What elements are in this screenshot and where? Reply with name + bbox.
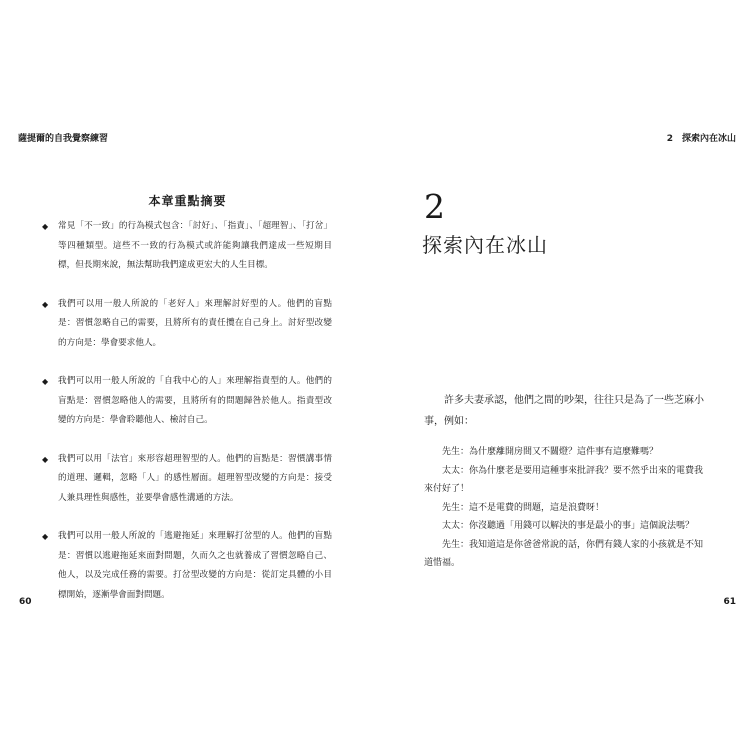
right-page	[375, 0, 750, 750]
list-item: ◆ 我們可以用一般人所說的「逃避拖延」來理解打岔型的人。他們的盲點是：習慣以逃避拖延來面對問題，久而久之也就養成了習慣忽略自己、他人，以及完成任務的需要。打岔型改變的方向是：從訂定具體的小目標開始，逐漸學會面對問題。	[40, 527, 332, 605]
dialogue-line: 先生：為什麼離開房間又不關燈？這件事有這麼難嗎？	[442, 447, 659, 457]
list-item: ◆ 常見「不一致」的行為模式包含：「討好」、「指責」、「超理智」、「打岔」等四種類型。這些不一致的行為模式或許能夠讓我們達成一些短期目標，但長期來說，無法幫助我們達成更宏大的人生目標。	[40, 217, 332, 276]
list-item: ◆ 我們可以用一般人所說的「老好人」來理解討好型的人。他們的盲點是：習慣忽略自己的需要，且將所有的責任攬在自己身上。討好型改變的方向是：學會要求他人。	[40, 295, 332, 354]
page-number-right: 61	[723, 597, 736, 607]
running-header-left: 薩提爾的自我覺察練習	[18, 134, 109, 144]
dialogue-line: 先生：我知道這是你爸爸常說的話，你們有錢人家的小孩就是不知道惜福。	[424, 539, 704, 568]
diamond-bullet-icon: ◆	[42, 377, 49, 386]
intro-paragraph: 許多夫妻承認，他們之間的吵架，往往只是為了一些芝麻小事，例如：	[424, 395, 704, 427]
diamond-bullet-icon: ◆	[42, 532, 49, 541]
running-header-right: 2 探索內在冰山	[666, 134, 736, 144]
dialogue-line: 先生：這不是電費的問題，這是浪費呀！	[442, 502, 605, 513]
dialogue-line: 太太：你為什麼老是要用這種事來批評我？要不然乎出來的電費我來付好了！	[424, 465, 704, 494]
page-number-left: 60	[19, 597, 32, 607]
section-title: 本章重點摘要	[148, 194, 227, 208]
list-item: ◆ 我們可以用一般人所說的「自我中心的人」來理解指責型的人。他們的盲點是：習慣忽略他人的需要，且將所有的問題歸咎於他人。指責型改變的方向是：學會聆聽他人、檢討自己。	[40, 372, 332, 431]
diamond-bullet-icon: ◆	[42, 299, 49, 309]
list-item: ◆ 我們可以用「法官」來形容超理智型的人。他們的盲點是：習慣講事情的道理、邏輯，忽略「人」的感性層面。超理智型改變的方向是：接受人兼具理性與感性，並要學會感性溝通的方法。	[40, 450, 332, 509]
diamond-bullet-icon: ◆	[42, 454, 49, 464]
diamond-bullet-icon: ◆	[42, 222, 49, 231]
dialogue-line: 太太：你沒聽過「用錢可以解決的事是最小的事」這個說法嗎？	[442, 521, 695, 531]
summary-list	[40, 217, 332, 624]
chapter-title: 探索內在冰山	[422, 233, 548, 257]
chapter-number: 2	[424, 187, 445, 226]
dialogue-block	[424, 443, 708, 573]
